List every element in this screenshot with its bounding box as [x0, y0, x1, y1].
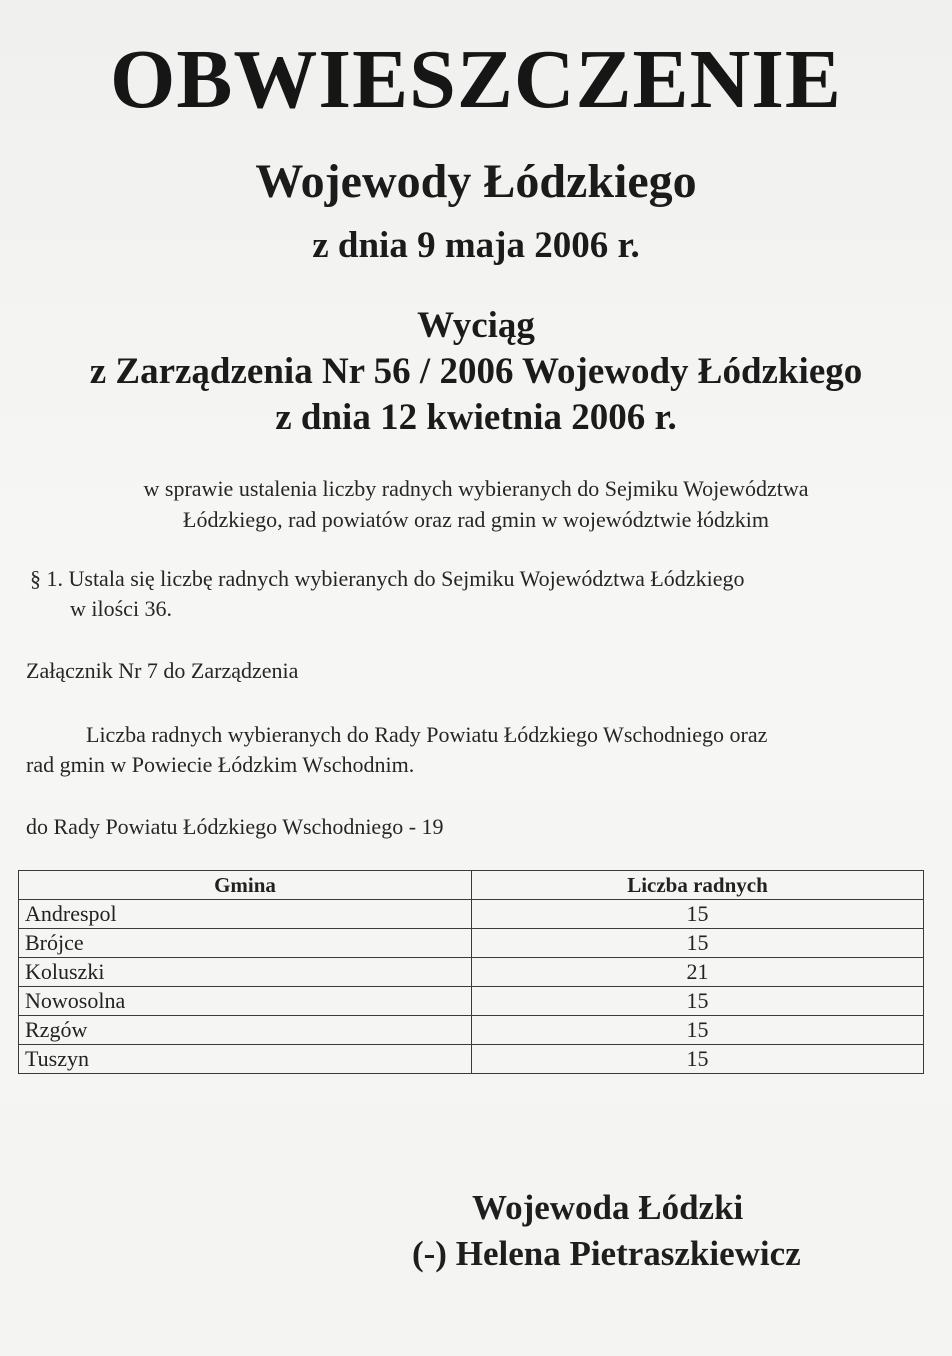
- subject-line-1: w sprawie ustalenia liczby radnych wybieranych do Sejmiku Województwa: [143, 476, 809, 501]
- councillor-count: 15: [472, 929, 924, 958]
- table-row: [19, 929, 924, 958]
- table-row: [19, 900, 924, 929]
- column-header-liczba-radnych: Liczba radnych: [472, 871, 924, 900]
- paragraph-1-line-2: w ilości 36.: [70, 596, 173, 621]
- municipality-name: Koluszki: [19, 958, 472, 987]
- councillors-table: [18, 870, 924, 1074]
- municipality-name: Rzgów: [19, 1016, 472, 1045]
- councillor-count: 15: [472, 1016, 924, 1045]
- municipality-name: Andrespol: [19, 900, 472, 929]
- annex-label: Załącznik Nr 7 do Zarządzenia: [26, 658, 299, 683]
- councillor-count: 15: [472, 987, 924, 1016]
- table-row: [19, 987, 924, 1016]
- ordinance-date: z dnia 12 kwietnia 2006 r.: [275, 397, 677, 438]
- municipality-name: Tuszyn: [19, 1045, 472, 1074]
- table-header-row: [19, 871, 924, 900]
- municipality-name: Brójce: [19, 929, 472, 958]
- subject-line-2: Łódzkiego, rad powiatów oraz rad gmin w województwie łódzkim: [183, 507, 769, 532]
- councillor-count: 15: [472, 900, 924, 929]
- municipality-name: Nowosolna: [19, 987, 472, 1016]
- table-row: [19, 958, 924, 987]
- document-title: OBWIESZCZENIE: [110, 33, 842, 126]
- table-row: [19, 1016, 924, 1045]
- extract-label: Wyciąg: [417, 305, 535, 346]
- annex-description-line-1: Liczba radnych wybieranych do Rady Powiatu Łódzkiego Wschodniego oraz: [86, 722, 768, 747]
- table-row: [19, 1045, 924, 1074]
- annex-description-line-2: rad gmin w Powiecie Łódzkim Wschodnim.: [26, 752, 415, 777]
- councillor-count: 15: [472, 1045, 924, 1074]
- signatory-office: Wojewoda Łódzki: [472, 1188, 744, 1227]
- issuing-authority: Wojewody Łódzkiego: [255, 155, 697, 208]
- paragraph-1-line-1: § 1. Ustala się liczbę radnych wybieranych do Sejmiku Województwa Łódzkiego: [30, 566, 745, 591]
- announcement-date: z dnia 9 maja 2006 r.: [312, 225, 640, 266]
- ordinance-title: z Zarządzenia Nr 56 / 2006 Wojewody Łódzkiego: [89, 351, 863, 392]
- councillor-count: 21: [472, 958, 924, 987]
- column-header-gmina: Gmina: [19, 871, 472, 900]
- signatory-name: (-) Helena Pietraszkiewicz: [412, 1234, 801, 1273]
- county-council-count: do Rady Powiatu Łódzkiego Wschodniego - 19: [26, 814, 444, 839]
